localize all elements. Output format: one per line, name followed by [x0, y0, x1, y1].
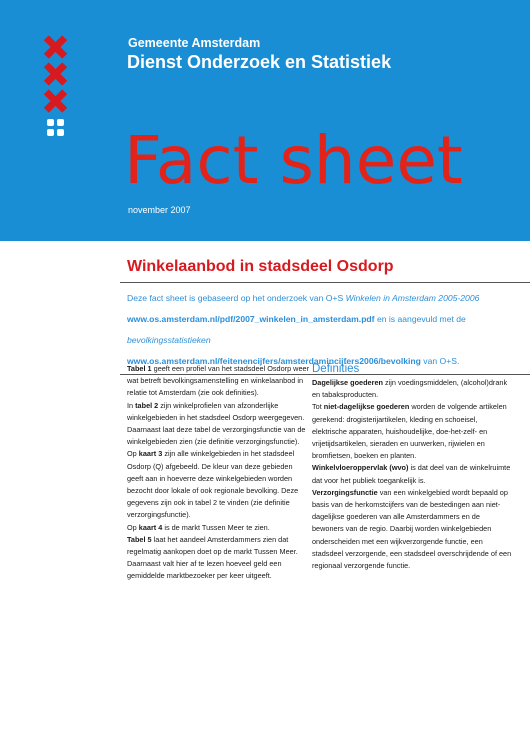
report-link[interactable]: www.os.amsterdam.nl/pdf/2007_winkelen_in_amsterdam.pdf	[127, 314, 375, 324]
paragraph: Op kaart 4 is de markt Tussen Meer te zien.	[127, 522, 270, 532]
paragraph: Tabel 1 geeft een profiel van het stadsdeel Osdorp weer wat betreft bevolkingsamenstelling en winkelaanbod in relatie tot Amsterdam (zie ook definities).	[127, 364, 309, 398]
intro-text: van O+S.	[420, 356, 460, 366]
definition: Winkelvloeroppervlak (wvo) is dat deel van de winkelruimte dat voor het publiek toegankelijk is.	[312, 463, 511, 485]
cross-icon	[44, 36, 66, 58]
stats-link[interactable]: www.os.amsterdam.nl/feitenencijfers/amsterdamincijfers2006/bevolking	[127, 356, 421, 366]
definitions-column	[312, 362, 512, 572]
paragraph: Tabel 5 laat het aandeel Amsterdammers zien dat regelmatig aankopen doet op de markt Tussen Meer. Daarnaast valt hier af te lezen hoeveel geld een gemiddelde marktbezoeker per keer uitgeeft.	[127, 534, 298, 581]
cross-icon	[44, 63, 66, 85]
definition: Dagelijkse goederen zijn voedingsmiddelen, (alcohol)drank en tabaksproducten.	[312, 378, 508, 400]
header-banner	[0, 0, 530, 241]
intro-report-title: Winkelen in Amsterdam 2005-2006	[345, 293, 480, 303]
page-title: Fact sheet	[124, 122, 463, 199]
intro-text: en is aangevuld met de	[374, 314, 466, 324]
definition: Verzorgingsfunctie van een winkelgebied wordt bepaald op basis van de herkomstcijfers van de bestedingen aan niet-dagelijkse goederen van alle Amsterdammers en de bewoners van de regio. Daarbij worden winkelgebieden onderscheiden met een wijkverzorgende functie, een stadsdeel verzorgende, een stadsdeel overschrijdende of een regionaal verzorgende functie.	[312, 487, 512, 571]
definition: Tot niet-dagelijkse goederen worden de volgende artikelen gerekend: drogisterijartikelen, kleding en schoeisel, elektrische apparaten, huishoudelijke, doe-het-zelf- en vrijetijdsartikelen, sieraden en uurwerken, rijwielen en bromfietsen, boeken en planten.	[312, 402, 507, 461]
intro-text: Deze fact sheet is gebaseerd op het onderzoek van O+S	[127, 293, 346, 303]
paragraph: In tabel 2 zijn winkelprofielen van afzonderlijke winkelgebieden in het stadsdeel Osdorp weergegeven. Daarnaast laat deze tabel de verzorgingsfunctie van de winkelgebieden zien (zie definitie verzorgingsfunctie).	[127, 400, 306, 447]
department-name: Dienst Onderzoek en Statistiek	[127, 52, 392, 72]
divider	[120, 282, 530, 283]
document-title: Winkelaanbod in stadsdeel Osdorp	[127, 258, 394, 275]
left-column	[127, 363, 309, 583]
cross-icon	[44, 90, 66, 112]
publication-date: november 2007	[128, 205, 191, 215]
organization-name: Gemeente Amsterdam	[128, 36, 261, 50]
intro-paragraph	[127, 288, 499, 372]
paragraph: Op kaart 3 zijn alle winkelgebieden in het stadsdeel Osdorp (Q) afgebeeld. De kleur van deze gebieden geeft aan in hoeverre deze winkelgebieden worden bezocht door lokale of ook regionale bevolking. Deze gegevens zijn ook in tabel 2 te vinden (zie definitie verzorgingsfunctie).	[127, 449, 299, 520]
intro-stats-title: bevolkingsstatistieken	[127, 335, 211, 345]
os-logo-icon	[47, 119, 65, 137]
definitions-heading: Definities	[312, 363, 360, 375]
